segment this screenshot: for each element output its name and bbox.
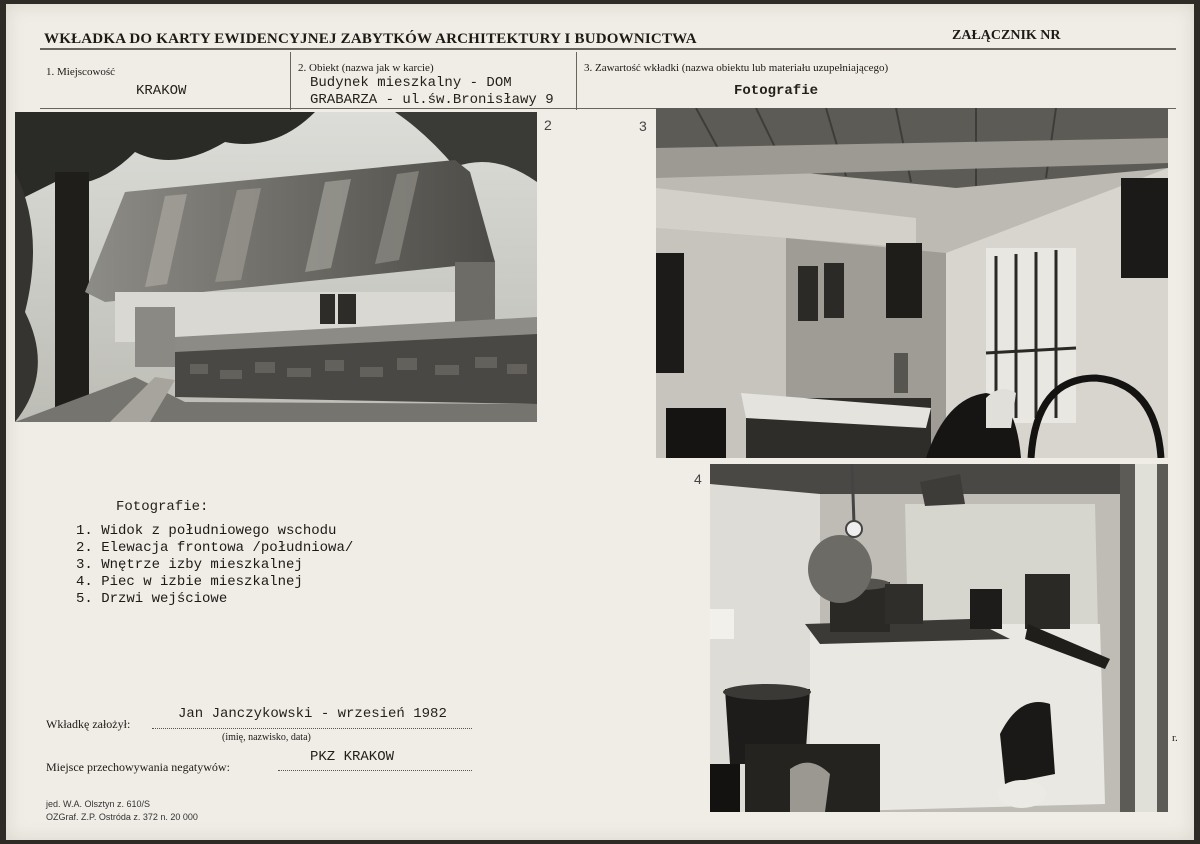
print-note-line1: jed. W.A. Olsztyn z. 610/S [46,799,151,809]
contents-value: Fotografie [734,83,819,99]
field-divider-1 [290,52,291,110]
photo-number-4: 4 [694,471,702,487]
captions-heading: Fotografie: [116,499,209,515]
field-divider-2 [576,52,577,110]
caption-item-4: 4. Piec w izbie mieszkalnej [76,574,303,590]
created-by-line [152,728,472,729]
created-by-value: Jan Janczykowski - wrzesień 1982 [178,706,447,722]
object-label: 2. Obiekt (nazwa jak w karcie) [298,62,434,74]
storage-line [278,770,472,771]
caption-item-2: 2. Elewacja frontowa /południowa/ [76,540,354,556]
caption-item-3: 3. Wnętrze izby mieszkalnej [76,557,303,573]
locality-label: 1. Miejscowość [46,66,116,78]
locality-value: KRAKOW [136,83,187,99]
photo-interior-room [656,108,1168,458]
photo-caption-list [76,523,353,608]
storage-label: Miejsce przechowywania negatywów: [46,760,230,774]
photo-stove [710,464,1168,812]
attachment-number-label: ZAŁĄCZNIK NR [952,28,1061,43]
photo-number-2: 2 [544,117,552,133]
form-title: WKŁADKA DO KARTY EWIDENCYJNEJ ZABYTKÓW ARCHITEKTURY I BUDOWNICTWA [44,31,697,47]
created-by-label: Wkładkę założył: [46,717,131,731]
photo-exterior-view [15,112,537,422]
created-by-hint: (imię, nazwisko, data) [222,732,311,743]
record-sheet [6,4,1194,840]
header-rule [40,48,1176,50]
margin-mark: r. [1172,732,1178,744]
contents-label: 3. Zawartość wkładki (nazwa obiektu lub materiału uzupełniającego) [584,62,889,74]
caption-item-5: 5. Drzwi wejściowe [76,591,228,607]
storage-value: PKZ KRAKOW [310,749,395,765]
photo-number-3: 3 [639,118,647,134]
caption-item-1: 1. Widok z południowego wschodu [76,523,337,539]
object-value-line2: GRABARZA - ul.św.Bronisławy 9 [310,92,554,108]
print-note-line2: OZGraf. Z.P. Ostróda z. 372 n. 20 000 [46,812,198,822]
object-value-line1: Budynek mieszkalny - DOM [310,75,512,91]
